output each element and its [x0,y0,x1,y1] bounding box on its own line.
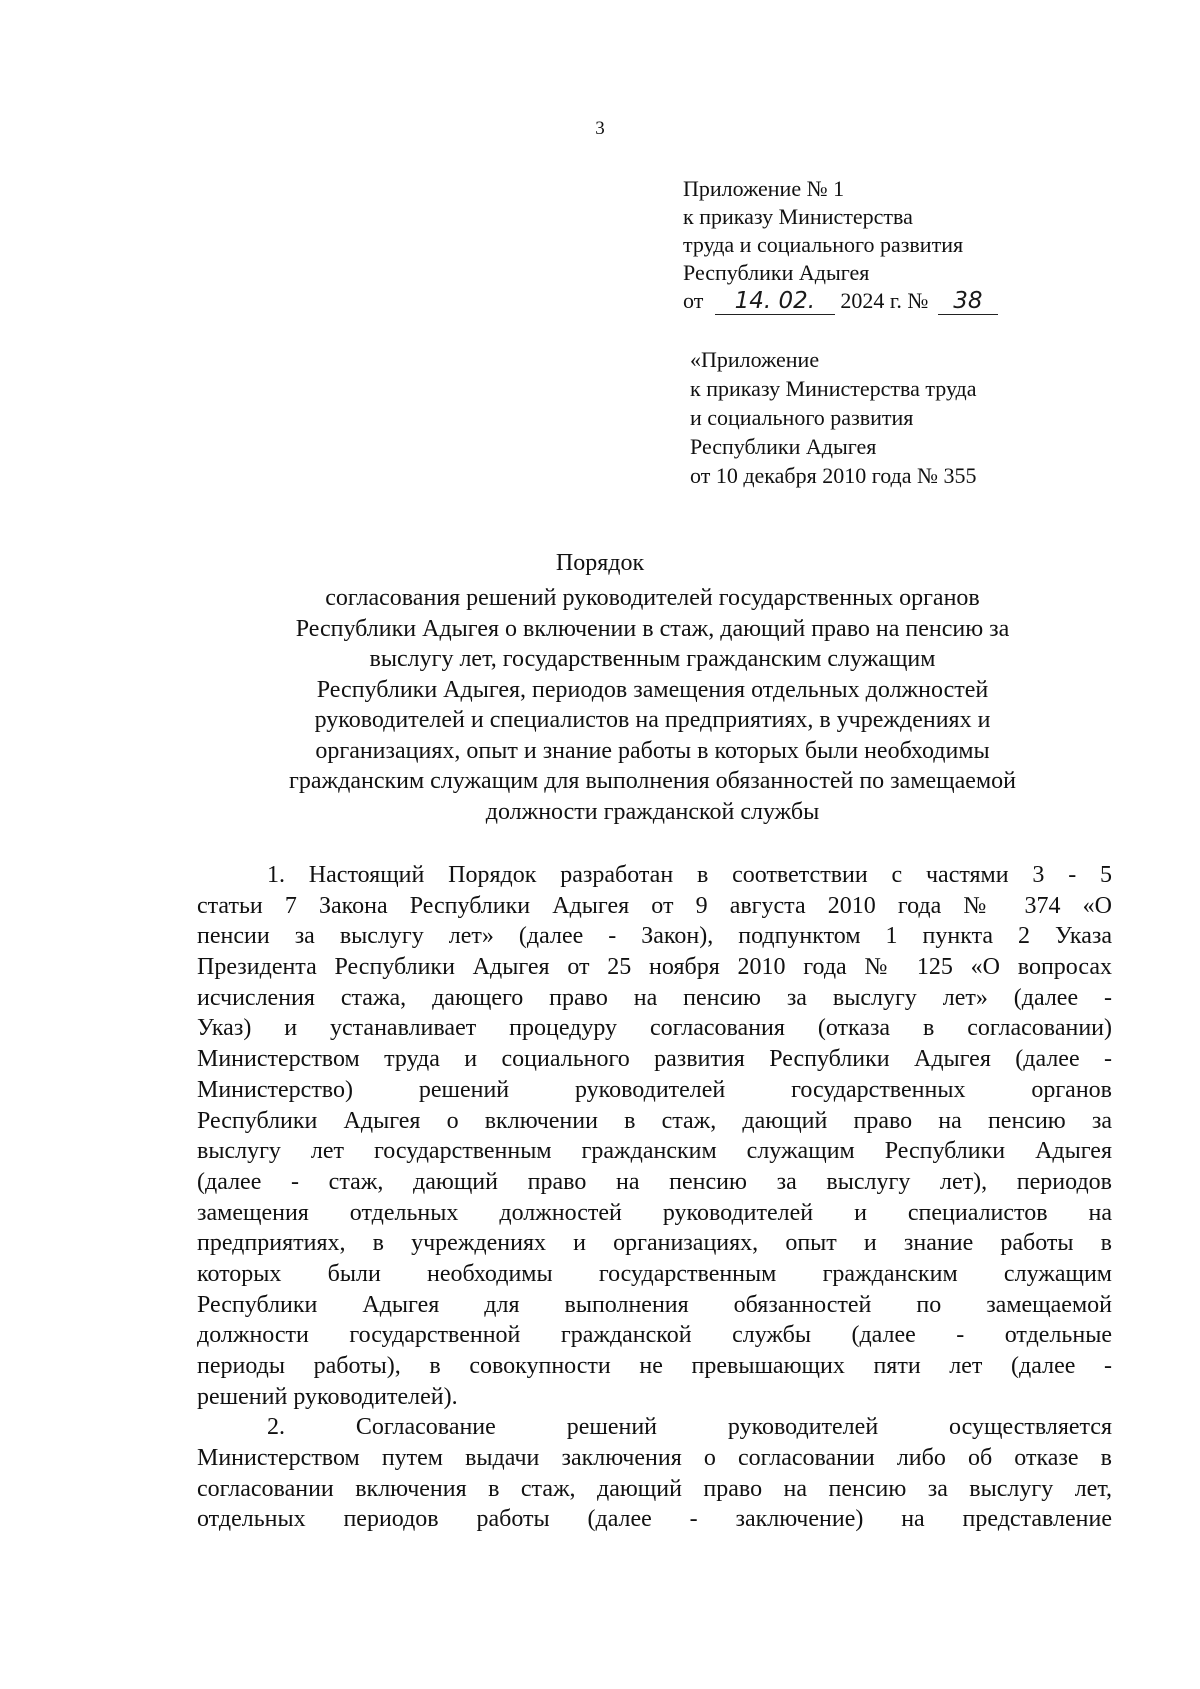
old-appendix-line: к приказу Министерства труда [690,376,977,401]
paragraph-line: замещения отдельных должностей руководителей и специалистов на [197,1199,1112,1226]
subtitle-line: должности гражданской службы [485,798,820,825]
paragraph-line: исчисления стажа, дающего право на пенсию за выслугу лет» (далее - [197,984,1112,1011]
paragraph-line: выслугу лет государственным гражданским служащим Республики Адыгея [197,1138,1112,1165]
paragraph-line: Министерство) решений руководителей государственных органов [197,1076,1112,1103]
paragraph-line: Республики Адыгея для выполнения обязанностей по замещаемой [197,1291,1112,1318]
old-appendix-line: Республики Адыгея [690,434,877,459]
paragraph-line: предприятиях, в учреждениях и организациях, опыт и знание работы в [197,1230,1112,1257]
paragraph-line: Министерством труда и социального развития Республики Адыгея (далее - [197,1046,1112,1073]
original-appendix-header [690,345,1130,490]
page-number: 3 [595,118,605,139]
paragraph-1 [197,860,1112,1412]
document-body [197,860,1112,1535]
paragraph-line: статьи 7 Закона Республики Адыгея от 9 августа 2010 года № 374 «О [197,892,1112,919]
handwritten-number: 38 [938,288,998,315]
document-subtitle [160,583,1145,827]
appendix-line: к приказу Министерства [683,204,913,229]
subtitle-line: организациях, опыт и знание работы в которых были необходимы [315,737,990,764]
subtitle-line: руководителей и специалистов на предприятиях, в учреждениях и [314,707,991,733]
old-appendix-line: и социального развития [690,405,914,430]
appendix-line: труда и социального развития [683,232,964,257]
paragraph-line: решений руководителей). [197,1383,458,1410]
appendix-line: Республики Адыгея [683,260,870,285]
paragraph-line: (далее - стаж, дающий право на пенсию за выслугу лет), периодов [197,1168,1112,1195]
document-title: Порядок [555,550,645,576]
subtitle-line: гражданским служащим для выполнения обязанностей по замещаемой [289,768,1016,794]
subtitle-line: согласования решений руководителей государственных органов [325,585,980,611]
old-appendix-line: «Приложение [690,347,820,372]
paragraph-line: пенсии за выслугу лет» (далее - Закон), подпунктом 1 пункта 2 Указа [197,923,1112,950]
paragraph-line: Указ) и устанавливает процедуру согласования (отказа в согласовании) [197,1015,1112,1042]
paragraph-line: отдельных периодов работы (далее - заключение) на представление [197,1506,1112,1533]
paragraph-line: 2. Согласование решений руководителей осуществляется [267,1414,1112,1441]
appendix-line: Приложение № 1 [683,176,845,201]
subtitle-line: Республики Адыгея, периодов замещения отдельных должностей [316,676,989,703]
paragraph-line: периоды работы), в совокупности не превышающих пяти лет (далее - [197,1353,1112,1379]
paragraph-line: согласовании включения в стаж, дающий право на пенсию за выслугу лет, [197,1475,1112,1502]
paragraph-line: 1. Настоящий Порядок разработан в соответствии с частями 3 - 5 [267,862,1112,888]
date-year: 2024 г. № [840,288,929,313]
paragraph-line: Президента Республики Адыгея от 25 ноября 2010 года № 125 «О вопросах [197,954,1112,981]
appendix-header [683,175,1123,315]
appendix-date-line [683,287,1123,315]
subtitle-line: Республики Адыгея о включении в стаж, дающий право на пенсию за [295,615,1010,642]
paragraph-line: Министерством путем выдачи заключения о согласовании либо об отказе в [197,1445,1112,1472]
date-prefix: от [683,288,704,313]
subtitle-line: выслугу лет, государственным гражданским служащим [369,646,936,672]
paragraph-2 [197,1412,1112,1535]
paragraph-line: должности государственной гражданской службы (далее - отдельные [197,1322,1112,1349]
paragraph-line: Республики Адыгея о включении в стаж, дающий право на пенсию за [197,1107,1112,1134]
old-appendix-line: от 10 декабря 2010 года № 355 [690,463,977,488]
handwritten-date: 14. 02. [715,288,835,315]
paragraph-line: которых были необходимы государственным гражданским служащим [197,1260,1112,1287]
